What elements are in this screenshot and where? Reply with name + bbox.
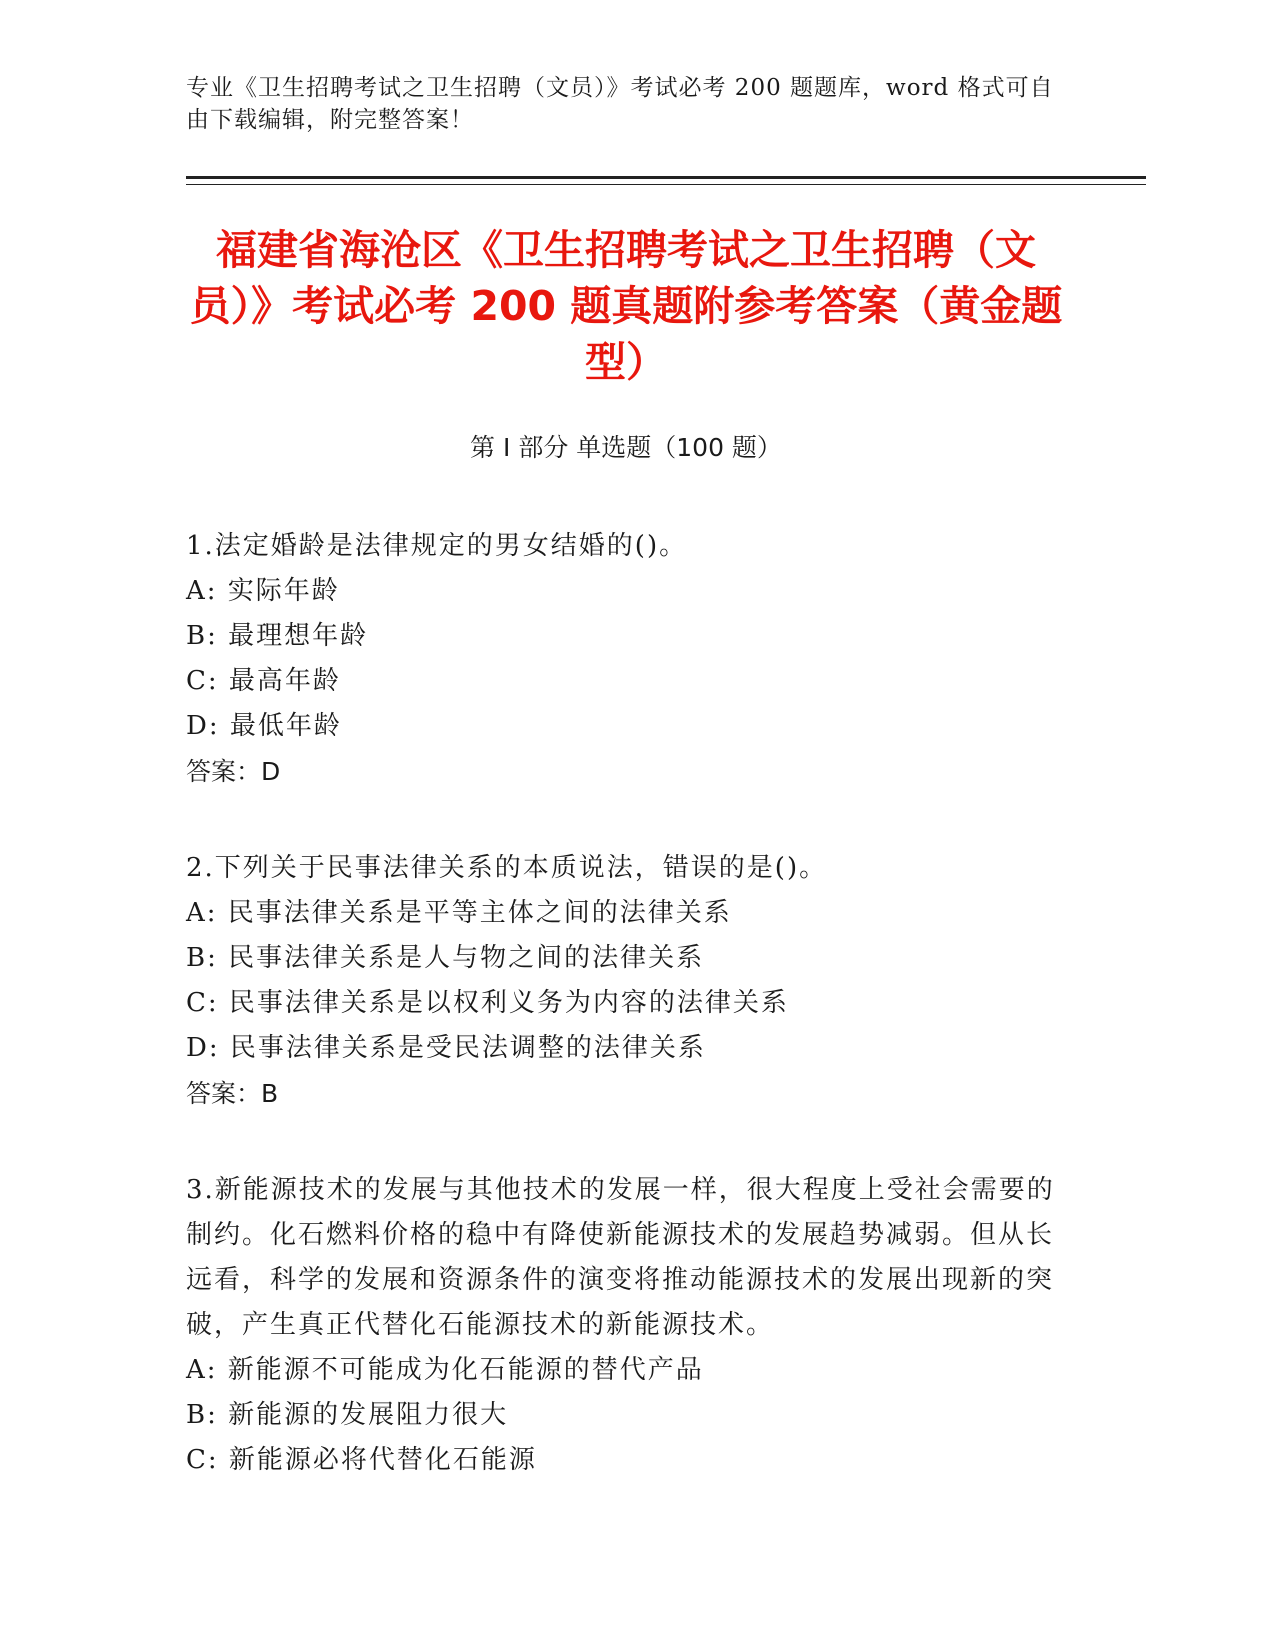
document-title: 福建省海沧区《卫生招聘考试之卫生招聘（文员）》考试必考 200 题真题附参考答案（黄金题型） [189,226,1063,386]
option-a: A: 民事法律关系是平等主体之间的法律关系 [186,898,732,928]
option-c: C: 新能源必将代替化石能源 [186,1445,537,1475]
option-c: C: 最高年龄 [186,666,341,696]
question-stem: 1.法定婚龄是法律规定的男女结婚的()。 [186,531,688,561]
question-3 [186,1168,1066,1483]
header-divider-thick [186,176,1146,179]
option-b: B: 最理想年龄 [186,621,369,651]
answer: 答案：B [186,1079,279,1108]
question-2 [186,846,1066,1116]
option-a: A: 实际年龄 [186,576,340,606]
question-stem: 2.下列关于民事法律关系的本质说法，错误的是()。 [186,853,828,883]
header-note: 专业《卫生招聘考试之卫生招聘（文员）》考试必考 200 题题库，word 格式可自由下载编辑，附完整答案！ [186,75,1054,133]
option-b: B: 民事法律关系是人与物之间的法律关系 [186,943,705,973]
option-c: C: 民事法律关系是以权利义务为内容的法律关系 [186,988,789,1018]
question-list [186,524,1066,1535]
answer: 答案：D [186,757,281,786]
question-1 [186,524,1066,794]
option-a: A: 新能源不可能成为化石能源的替代产品 [186,1355,704,1385]
option-d: D: 民事法律关系是受民法调整的法律关系 [186,1033,706,1063]
option-b: B: 新能源的发展阻力很大 [186,1400,509,1430]
section-title: 第 I 部分 单选题（100 题） [470,433,782,462]
question-stem: 3.新能源技术的发展与其他技术的发展一样，很大程度上受社会需要的制约。化石燃料价格的稳中有降使新能源技术的发展趋势减弱。但从长远看，科学的发展和资源条件的演变将推动能源技术的发展出现新的突破，产生真正代替化石能源技术的新能源技术。 [186,1175,1055,1340]
header-divider-thin [186,184,1146,185]
option-d: D: 最低年龄 [186,711,342,741]
